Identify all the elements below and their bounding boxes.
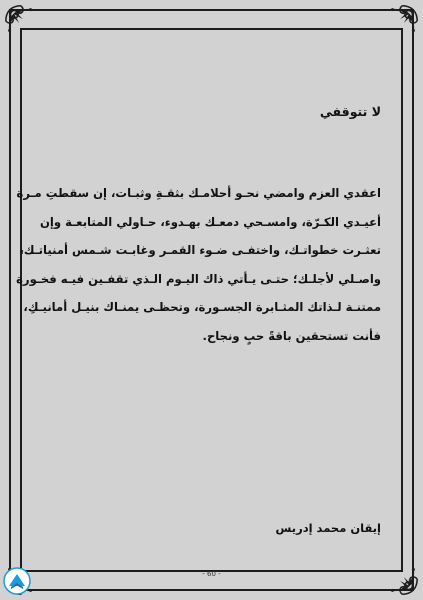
paragraph-line: فأنت تستحقين باقةً حبٍ ونجاح. xyxy=(202,328,381,343)
paragraph-line: واصـلي لأجلـك؛ حتـى يـأتي ذاك اليـوم الـذي تقفـين فيـه فخـورة xyxy=(16,271,381,286)
paragraph-line: ممتنـة لـذاتك المثـابرة الجسـورة، وتحظـى يمنـاك بنيـل أمانيـكِ، xyxy=(23,300,381,314)
page-number: - 60 - xyxy=(202,570,221,578)
author-signature: إيقان محمد إدريس xyxy=(275,521,381,535)
ornament-corner-icon xyxy=(383,560,421,598)
body-paragraph xyxy=(16,185,381,356)
page-title: لا تتوقفي xyxy=(319,104,381,119)
ornament-corner-icon xyxy=(2,2,40,40)
paragraph-line: أعيـدي الكـرّة، وامسـحي دمعـك بهـدوء، حـاولي المتابعـة وإن xyxy=(40,214,381,229)
paragraph-line: اعقدي العزم وامضي نحـو أحلامـك بثقـةِ وثبـات، إن سقطتِ مـرة xyxy=(16,186,381,200)
paragraph-line: تعثـرت خطواتـك، واختفـى ضـوء القمـر وغابـت شـمس أمنياتـك، xyxy=(19,243,381,257)
book-logo-icon[interactable] xyxy=(2,566,32,596)
ornament-corner-icon xyxy=(383,2,421,40)
